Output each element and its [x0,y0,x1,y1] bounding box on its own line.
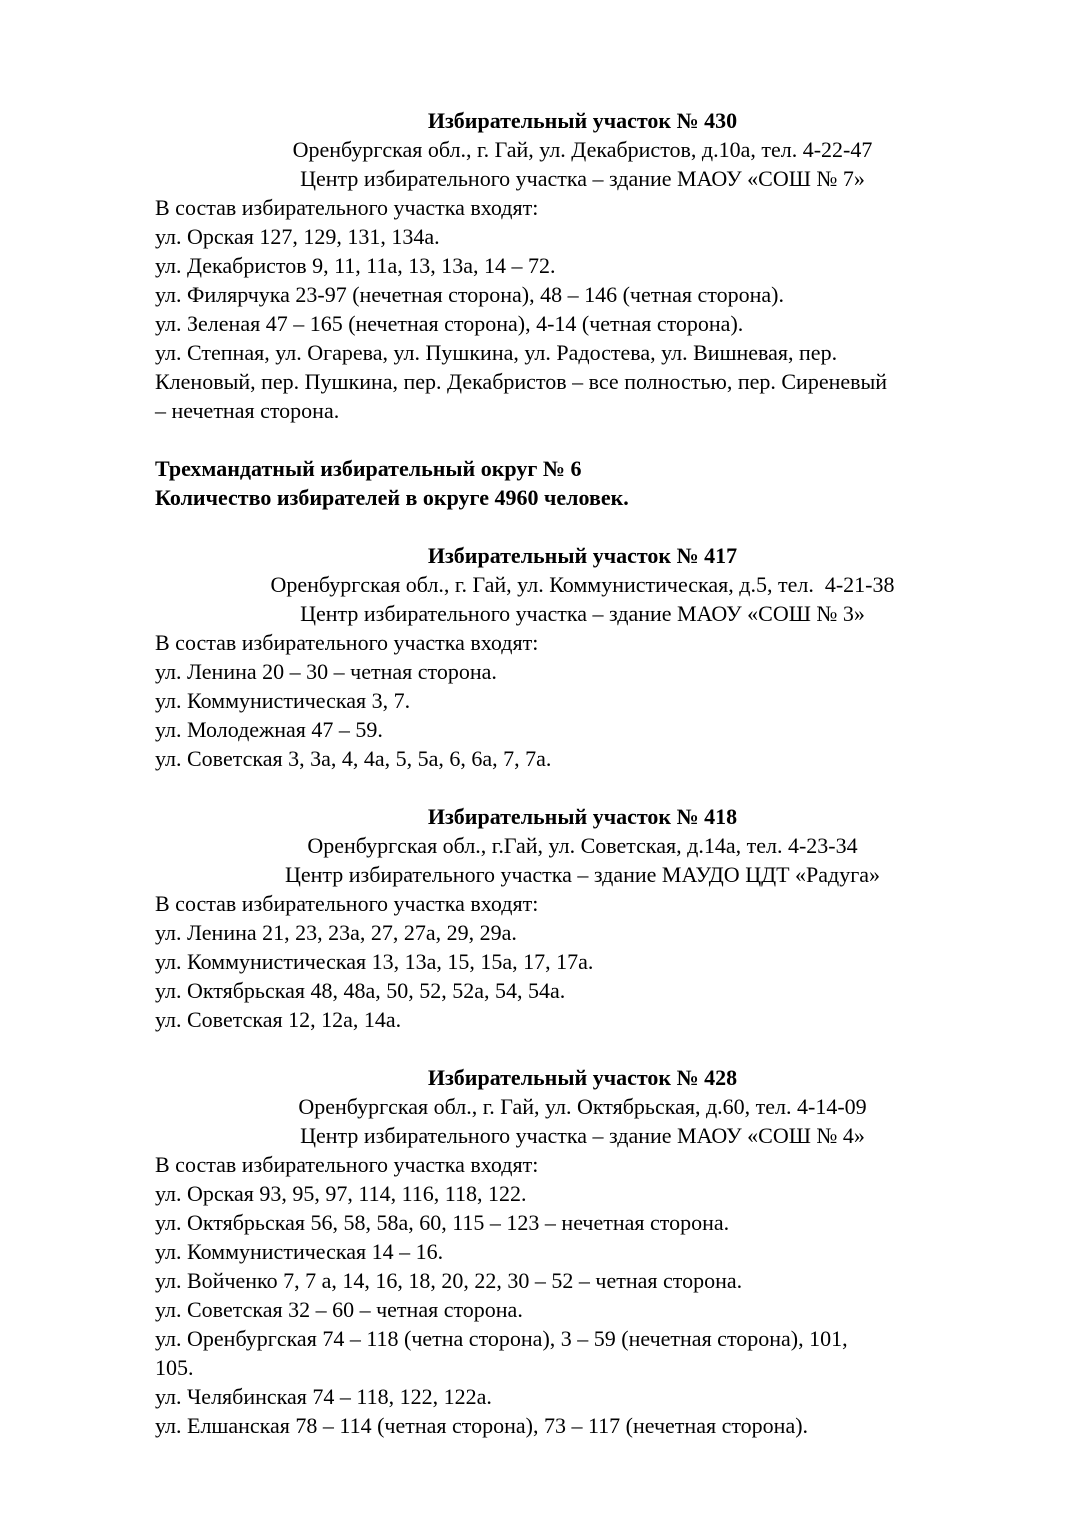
street-line: ул. Коммунистическая 14 – 16. [155,1239,444,1264]
station-417-section [155,541,1010,773]
street-line: ул. Оренбургская 74 – 118 (четна сторона), 3 – 59 (нечетная сторона), 101, [155,1326,848,1351]
station-418-section [155,802,1010,1034]
station-428-center: Центр избирательного участка – здание МАОУ «СОШ № 4» [300,1123,865,1148]
street-line: ул. Октябрьская 56, 58, 58а, 60, 115 – 123 – нечетная сторона. [155,1210,730,1235]
station-430-center: Центр избирательного участка – здание МАОУ «СОШ № 7» [300,166,865,191]
street-line: ул. Молодежная 47 – 59. [155,717,383,742]
district-6-voters: Количество избирателей в округе 4960 человек. [155,485,629,510]
district-6-section [155,454,1010,512]
street-line: ул. Октябрьская 48, 48а, 50, 52, 52а, 54, 54а. [155,978,566,1003]
street-line: ул. Советская 12, 12а, 14а. [155,1007,402,1032]
street-line: ул. Елшанская 78 – 114 (четная сторона), 73 – 117 (нечетная сторона). [155,1413,809,1438]
street-line: ул. Челябинская 74 – 118, 122, 122а. [155,1384,492,1409]
street-line: – нечетная сторона. [155,398,340,423]
street-line: Кленовый, пер. Пушкина, пер. Декабристов – все полностью, пер. Сиреневый [155,369,888,394]
street-line: ул. Войченко 7, 7 а, 14, 16, 18, 20, 22, 30 – 52 – четная сторона. [155,1268,743,1293]
station-417-title: Избирательный участок № 417 [427,543,738,568]
station-428-section [155,1063,1010,1440]
spacer [155,773,1010,802]
street-line: ул. Советская 32 – 60 – четная сторона. [155,1297,523,1322]
street-line: ул. Коммунистическая 3, 7. [155,688,411,713]
station-430-title: Избирательный участок № 430 [427,108,738,133]
district-6-title: Трехмандатный избирательный округ № 6 [155,456,582,481]
street-line: 105. [155,1355,194,1380]
street-line: ул. Орская 93, 95, 97, 114, 116, 118, 122. [155,1181,527,1206]
station-428-address: Оренбургская обл., г. Гай, ул. Октябрьская, д.60, тел. 4-14-09 [298,1094,867,1119]
station-417-center: Центр избирательного участка – здание МАОУ «СОШ № 3» [300,601,865,626]
street-line: ул. Коммунистическая 13, 13а, 15, 15а, 17, 17а. [155,949,594,974]
spacer [155,425,1010,454]
station-418-title: Избирательный участок № 418 [427,804,738,829]
street-line: ул. Ленина 21, 23, 23а, 27, 27а, 29, 29а. [155,920,517,945]
station-430-section [155,106,1010,425]
station-417-address: Оренбургская обл., г. Гай, ул. Коммунистическая, д.5, тел. 4-21-38 [270,572,895,597]
station-430-address: Оренбургская обл., г. Гай, ул. Декабристов, д.10а, тел. 4-22-47 [292,137,873,162]
station-418-address: Оренбургская обл., г.Гай, ул. Советская, д.14а, тел. 4-23-34 [307,833,858,858]
spacer [155,1034,1010,1063]
street-line: ул. Декабристов 9, 11, 11а, 13, 13а, 14 – 72. [155,253,556,278]
station-428-intro: В состав избирательного участка входят: [155,1152,539,1177]
street-line: ул. Степная, ул. Огарева, ул. Пушкина, ул. Радостева, ул. Вишневая, пер. [155,340,838,365]
street-line: ул. Филярчука 23-97 (нечетная сторона), 48 – 146 (четная сторона). [155,282,784,307]
spacer [155,512,1010,541]
station-428-title: Избирательный участок № 428 [427,1065,738,1090]
station-418-center: Центр избирательного участка – здание МАУДО ЦДТ «Радуга» [284,862,881,887]
street-line: ул. Советская 3, 3а, 4, 4а, 5, 5а, 6, 6а, 7, 7а. [155,746,552,771]
street-line: ул. Зеленая 47 – 165 (нечетная сторона), 4-14 (четная сторона). [155,311,744,336]
street-line: ул. Орская 127, 129, 131, 134а. [155,224,440,249]
street-line: ул. Ленина 20 – 30 – четная сторона. [155,659,497,684]
station-430-intro: В состав избирательного участка входят: [155,195,539,220]
station-418-intro: В состав избирательного участка входят: [155,891,539,916]
station-417-intro: В состав избирательного участка входят: [155,630,539,655]
